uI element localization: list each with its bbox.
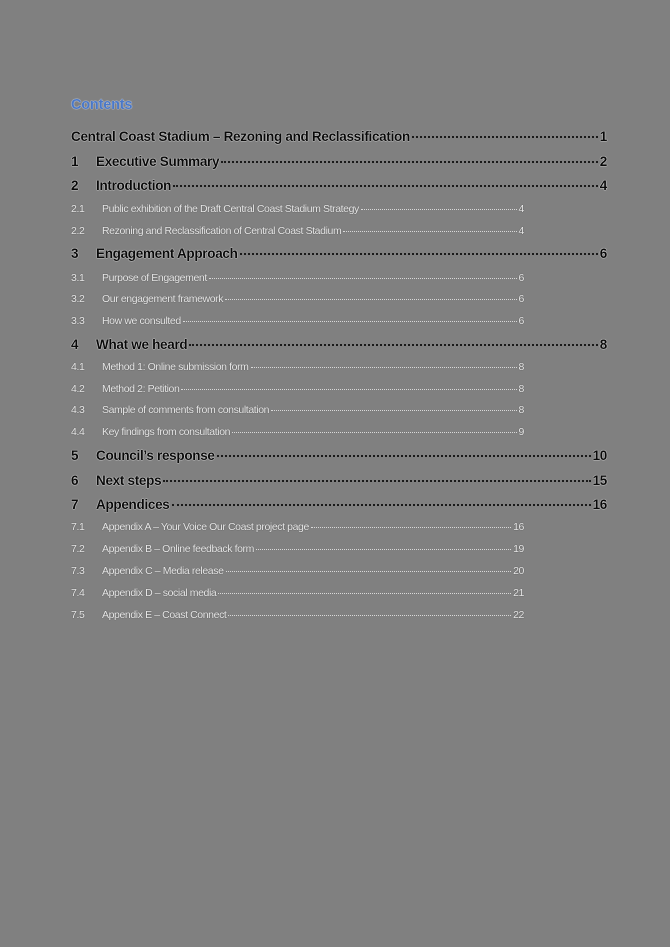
toc-page-number: 6	[518, 292, 524, 305]
toc-page-number: 8	[518, 382, 524, 395]
toc-entry-title-text: Engagement Approach	[96, 245, 238, 261]
toc-section-number: 1	[71, 153, 79, 169]
toc-entry-title-text: Appendix C – Media release	[102, 564, 224, 577]
toc-entry-title-text: Method 1: Online submission form	[102, 360, 249, 373]
toc-page-number: 15	[592, 472, 607, 488]
dot-leader	[228, 607, 511, 618]
toc-entry-title[interactable]	[71, 127, 607, 144]
toc-entry-title-text: Method 2: Petition	[102, 382, 180, 395]
dot-leader	[173, 176, 598, 190]
toc-section-number: 3.2	[71, 292, 85, 305]
toc-entry-7[interactable]	[71, 495, 607, 512]
toc-section-number: 6	[71, 472, 79, 488]
dot-leader	[412, 127, 598, 141]
toc-section-number: 2.1	[71, 202, 85, 215]
toc-page-number: 6	[518, 271, 524, 284]
toc-section-number: 7.3	[71, 564, 85, 577]
toc-page-number: 8	[599, 336, 607, 352]
toc-entry-title-text: Next steps	[96, 472, 162, 488]
dot-leader	[218, 585, 511, 596]
dot-leader	[225, 291, 516, 302]
toc-entry-5[interactable]	[71, 446, 607, 463]
dot-leader	[221, 152, 598, 166]
toc-page-number: 9	[518, 425, 524, 438]
toc-page-number: 4	[518, 224, 524, 237]
toc-section-number: 7.2	[71, 542, 85, 555]
toc-entry-title-text: Our engagement framework	[102, 292, 224, 305]
toc-entry-2-1[interactable]	[71, 201, 524, 215]
toc-entry-3-3[interactable]	[71, 313, 524, 327]
dot-leader	[163, 471, 590, 485]
toc-entry-title-text: Council’s response	[96, 447, 215, 463]
toc-entry-title-text: What we heard	[96, 336, 188, 352]
toc-entry-2-2[interactable]	[71, 223, 524, 237]
toc-heading: Contents	[71, 97, 133, 113]
dot-leader	[183, 313, 517, 324]
toc-entry-title-text: Key findings from consultation	[102, 425, 231, 438]
toc-section-number: 4	[71, 336, 79, 352]
toc-entry-7-4[interactable]	[71, 585, 524, 599]
toc-page-number: 8	[518, 360, 524, 373]
toc-entry-title-text: Rezoning and Reclassification of Central Coast Stadium	[102, 224, 342, 237]
toc-entry-3[interactable]	[71, 244, 607, 261]
toc-section-number: 3.1	[71, 271, 85, 284]
toc-section-number: 2	[71, 177, 79, 193]
toc-section-number: 4.1	[71, 360, 85, 373]
toc-section-number: 4.4	[71, 425, 85, 438]
toc-entry-1[interactable]	[71, 152, 607, 169]
toc-page-number: 16	[513, 520, 524, 533]
toc-page-number: 10	[592, 447, 607, 463]
toc-entry-title-text: How we consulted	[102, 314, 181, 327]
toc-section-number: 7.4	[71, 586, 85, 599]
toc-page-number: 16	[592, 496, 607, 512]
toc-entry-title-text: Executive Summary	[96, 153, 220, 169]
toc-page-number: 4	[518, 202, 524, 215]
toc-entry-7-1[interactable]	[71, 519, 524, 533]
toc-entry-3-1[interactable]	[71, 270, 524, 284]
dot-leader	[189, 335, 597, 349]
toc-page-number: 4	[599, 177, 607, 193]
toc-entry-title-text: Appendix D – social media	[102, 586, 217, 599]
toc-page-number: 1	[599, 128, 607, 144]
toc-page-number: 22	[513, 608, 524, 621]
toc-entry-4-3[interactable]	[71, 402, 524, 416]
toc-section-number: 5	[71, 447, 79, 463]
toc-page-number: 6	[599, 245, 607, 261]
toc-entry-6[interactable]	[71, 471, 607, 488]
dot-leader	[361, 201, 517, 212]
dot-leader	[181, 381, 516, 392]
dot-leader	[271, 402, 516, 413]
toc-section-number: 7.1	[71, 520, 85, 533]
dot-leader	[217, 446, 591, 460]
dot-leader	[256, 541, 511, 552]
toc-entry-4-4[interactable]	[71, 424, 524, 438]
toc-page-number: 20	[513, 564, 524, 577]
toc-entry-title-text: Appendices	[96, 496, 170, 512]
toc-entry-4-1[interactable]	[71, 359, 524, 373]
dot-leader	[251, 359, 517, 370]
toc-section-number: 4.2	[71, 382, 85, 395]
toc-entry-title-text: Public exhibition of the Draft Central Coast Stadium Strategy	[102, 202, 359, 215]
toc-section-number: 4.3	[71, 403, 85, 416]
toc-section-number: 2.2	[71, 224, 85, 237]
toc-entry-title-text: Central Coast Stadium – Rezoning and Reclassification	[71, 128, 410, 144]
toc-entry-title-text: Purpose of Engagement	[102, 271, 207, 284]
dot-leader	[172, 495, 591, 509]
toc-entry-7-3[interactable]	[71, 563, 524, 577]
toc-page-number: 21	[513, 586, 524, 599]
toc-entry-title-text: Appendix A – Your Voice Our Coast project page	[102, 520, 309, 533]
toc-entry-7-5[interactable]	[71, 607, 524, 621]
toc-entry-title-text: Appendix B – Online feedback form	[102, 542, 254, 555]
toc-entry-title-text: Appendix E – Coast Connect	[102, 608, 227, 621]
toc-entry-4[interactable]	[71, 335, 607, 352]
toc-entry-4-2[interactable]	[71, 381, 524, 395]
toc-section-number: 7	[71, 496, 79, 512]
toc-page-number: 2	[599, 153, 607, 169]
toc-entry-title-text: Introduction	[96, 177, 172, 193]
toc-entry-7-2[interactable]	[71, 541, 524, 555]
dot-leader	[240, 244, 598, 258]
dot-leader	[209, 270, 517, 281]
dot-leader	[232, 424, 516, 435]
toc-page-number: 8	[518, 403, 524, 416]
dot-leader	[226, 563, 512, 574]
toc-entry-title-text: Sample of comments from consultation	[102, 403, 270, 416]
toc-entry-3-2[interactable]	[71, 291, 524, 305]
toc-section-number: 3.3	[71, 314, 85, 327]
toc-section-number: 7.5	[71, 608, 85, 621]
toc-page-number: 6	[518, 314, 524, 327]
toc-entry-2[interactable]	[71, 176, 607, 193]
dot-leader	[343, 223, 516, 234]
dot-leader	[311, 519, 511, 530]
toc-page-number: 19	[513, 542, 524, 555]
toc-section-number: 3	[71, 245, 79, 261]
